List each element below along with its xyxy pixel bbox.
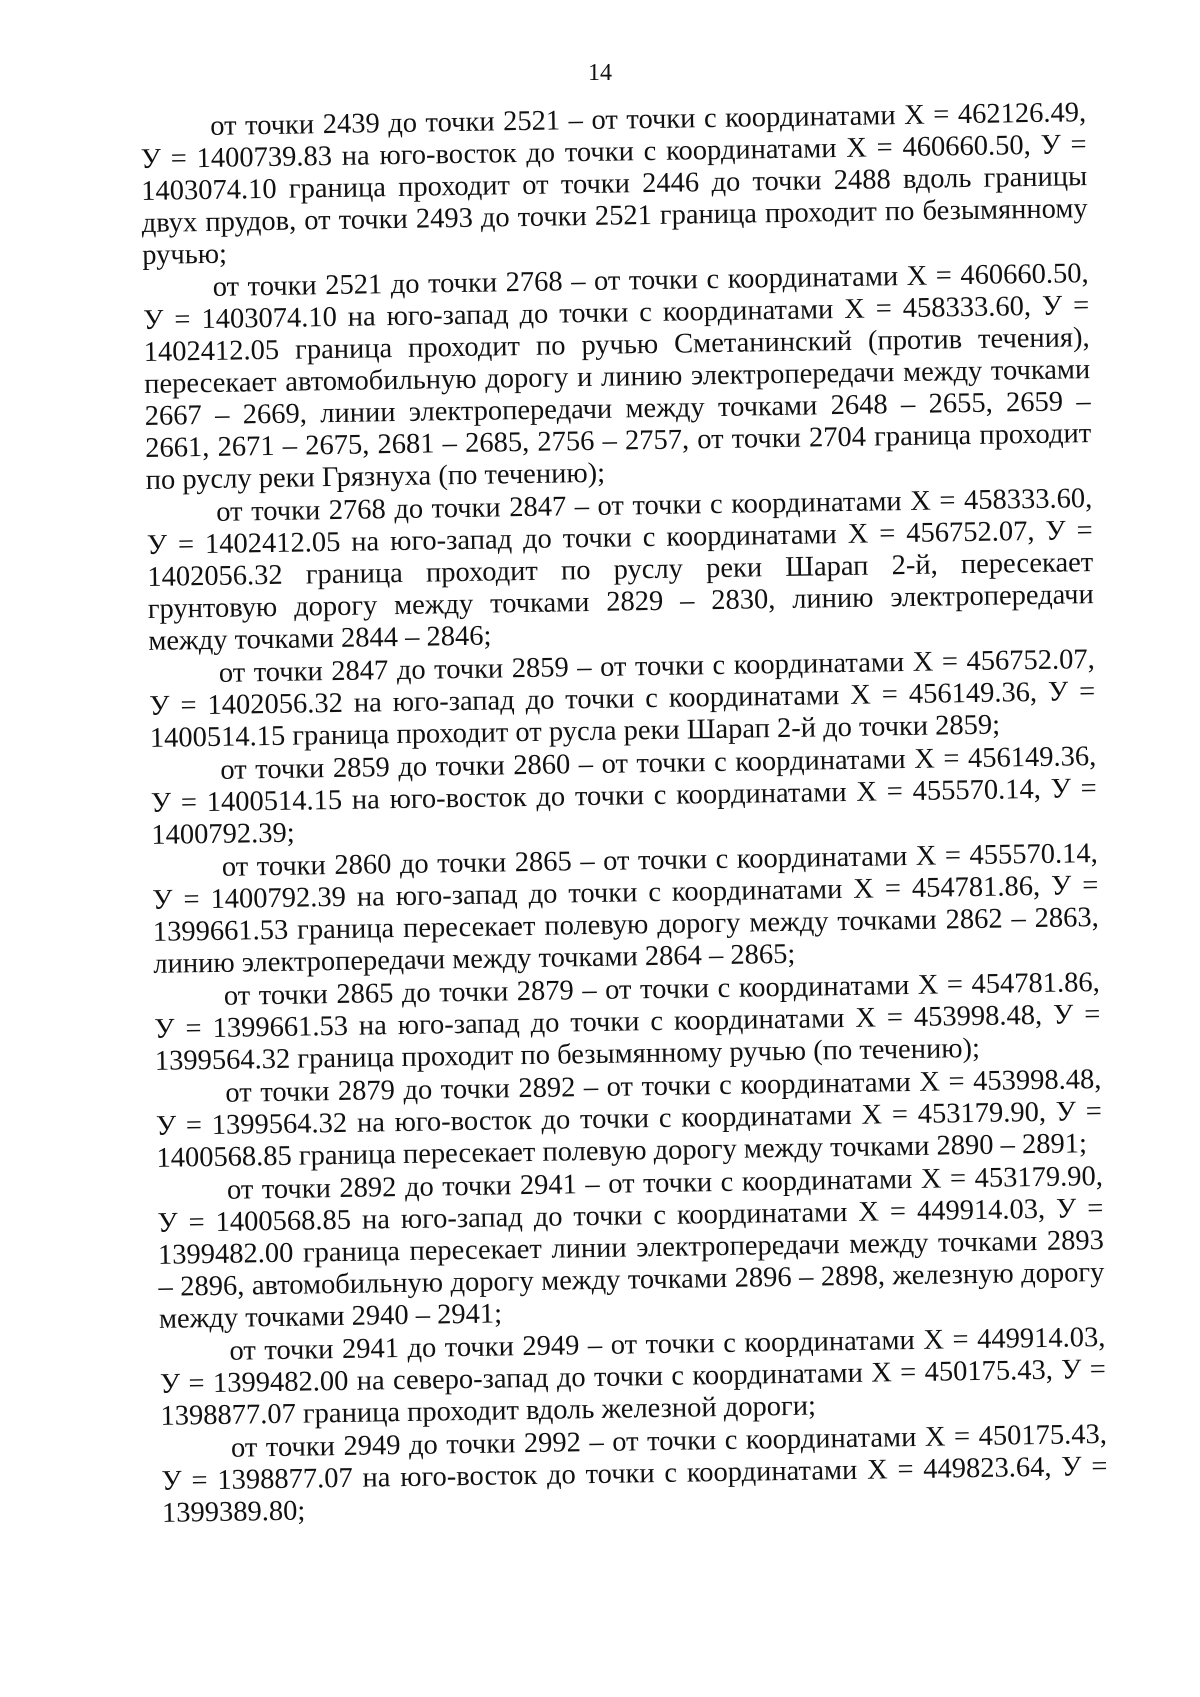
paragraph-boundary-2949-2992: от точки 2949 до точки 2992 – от точки с координатами Х = 450175.43, У = 1398877.07 на юго-восток до точки с координатами Х = 449823.64, У = 1399389.80; xyxy=(161,1418,1108,1529)
paragraph-boundary-2879-2892: от точки 2879 до точки 2892 – от точки с координатами Х = 453998.48, У = 1399564.32 на юго-восток до точки с координатами Х = 453179.90, У = 1400568.85 граница пересекает полевую дорогу между точками 2890 – 2891; xyxy=(155,1064,1103,1174)
paragraph-boundary-2860-2865: от точки 2860 до точки 2865 – от точки с координатами Х = 455570.14, У = 1400792.39 на юго-запад до точки с координатами Х = 454781.86, У = 1399661.53 граница пересекает полевую дорогу между точками 2862 – 2863, линию электропередачи между точками 2864 – 2865; xyxy=(152,838,1100,980)
paragraph-boundary-2941-2949: от точки 2941 до точки 2949 – от точки с координатами Х = 449914.03, У = 1399482.00 на северо-запад до точки с координатами Х = 450175.43, У = 1398877.07 граница проходит вдоль железной дороги; xyxy=(159,1321,1107,1432)
paragraph-boundary-2768-2847: от точки 2768 до точки 2847 – от точки с координатами Х = 458333.60, У = 1402412.05 на юго-запад до точки с координатами Х = 456752.07, У = 1402056.32 граница проходит по руслу реки Шарап 2-й, пересекает грунтовую дорогу между точками 2829 – 2830, линию электропередачи между точками 2844 – 2846; xyxy=(146,483,1094,657)
paragraph-boundary-2892-2941: от точки 2892 до точки 2941 – от точки с координатами Х = 453179.90, У = 1400568.85 на юго-запад до точки с координатами Х = 449914.03, У = 1399482.00 граница пересекает линии электропередачи между точками 2893 – 2896, автомобильную дорогу между точками 2896 – 2898, железную дорогу между точками 2940 – 2941; xyxy=(157,1161,1105,1335)
paragraph-boundary-2859-2860: от точки 2859 до точки 2860 – от точки с координатами Х = 456149.36, У = 1400514.15 на юго-восток до точки с координатами Х = 455570.14, У = 1400792.39; xyxy=(150,741,1097,851)
paragraph-boundary-2439-2521: от точки 2439 до точки 2521 – от точки с координатами Х = 462126.49, У = 1400739.83 на юго-восток до точки с координатами Х = 460660.50, У = 1403074.10 граница проходит от точки 2446 до точки 2488 вдоль границы двух прудов, от точки 2493 до точки 2521 граница проходит по безымянному ручью; xyxy=(140,97,1088,271)
document-body xyxy=(140,97,1108,1531)
paragraph-boundary-2521-2768: от точки 2521 до точки 2768 – от точки с координатами Х = 460660.50, У = 1403074.10 на юго-запад до точки с координатами Х = 458333.60, У = 1402412.05 граница проходит по ручью Сметанинский (против течения), пересекает автомобильную дорогу и линию электропередачи между точками 2667 – 2669, линии электропередачи между точками 2648 – 2655, 2659 – 2661, 2671 – 2675, 2681 – 2685, 2756 – 2757, от точки 2704 граница проходит по руслу реки Грязнуха (по течению); xyxy=(143,258,1092,496)
paragraph-boundary-2865-2879: от точки 2865 до точки 2879 – от точки с координатами Х = 454781.86, У = 1399661.53 на юго-запад до точки с координатами Х = 453998.48, У = 1399564.32 граница проходит по безымянному ручью (по течению); xyxy=(154,967,1101,1077)
paragraph-boundary-2847-2859: от точки 2847 до точки 2859 – от точки с координатами Х = 456752.07, У = 1402056.32 на юго-запад до точки с координатами Х = 456149.36, У = 1400514.15 граница проходит от русла реки Шарап 2-й до точки 2859; xyxy=(149,644,1096,754)
page-number: 14 xyxy=(588,60,612,86)
